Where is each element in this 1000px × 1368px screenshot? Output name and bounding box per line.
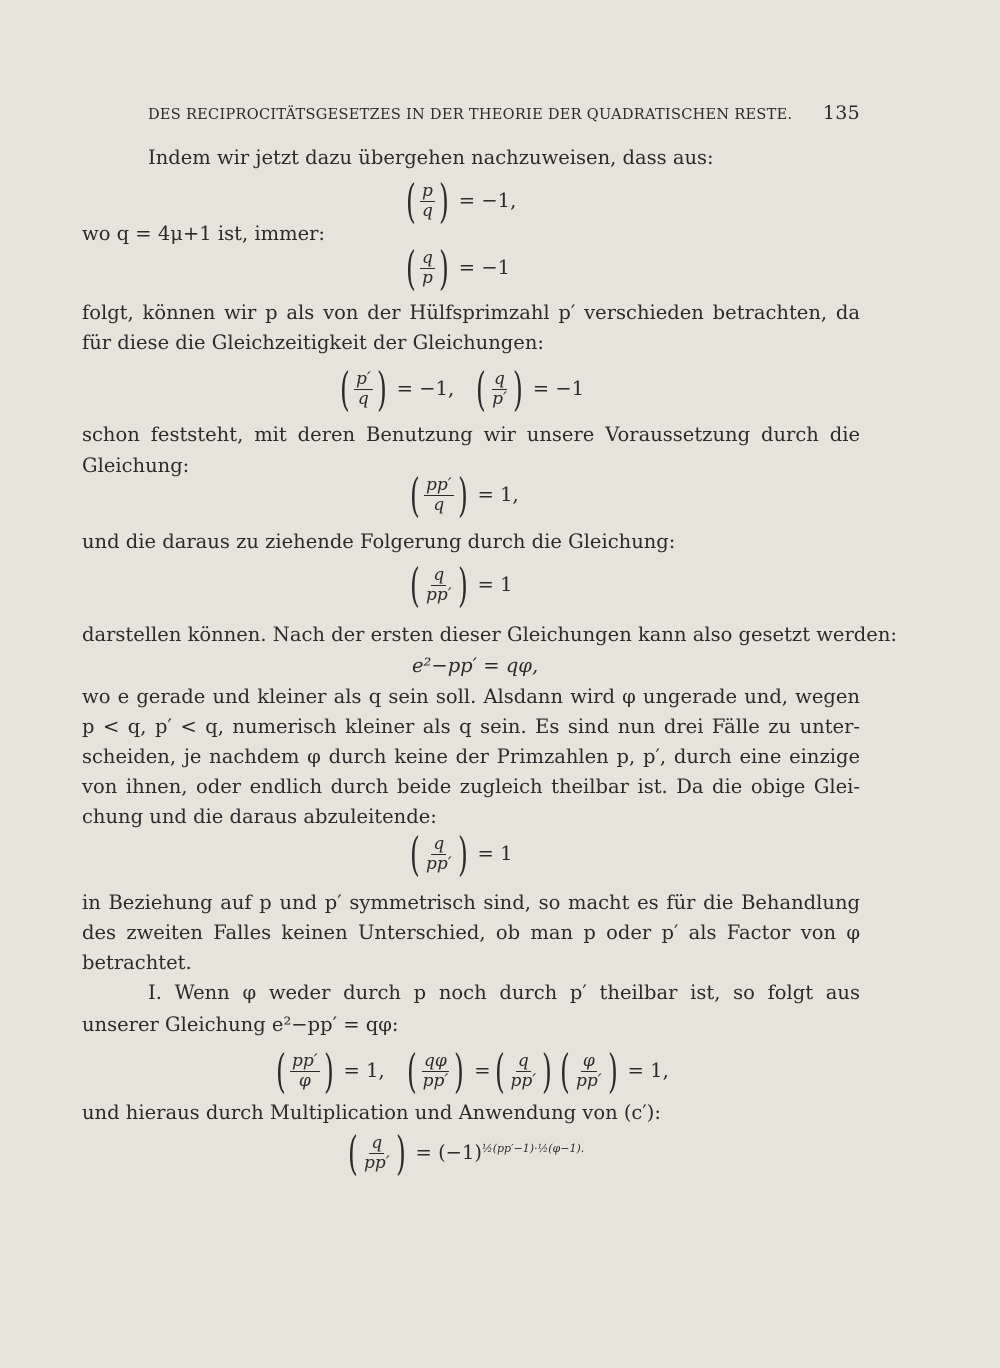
text-line-16: betrachtet. bbox=[82, 951, 192, 974]
text-line-9: wo e gerade und kleiner als q sein soll. Alsdann wird φ ungerade und, wegen bbox=[82, 685, 860, 708]
equation-2: ( $\frac{q}{p}$ ) = −1 bbox=[406, 241, 511, 295]
equation-7: ( $\frac{q}{pp'}$ ) = 1 bbox=[410, 827, 513, 881]
text-line-13: chung und die daraus abzuleitende: bbox=[82, 805, 437, 828]
equation-4: ( $\frac{pp'}{q}$ ) = 1, bbox=[410, 468, 519, 522]
text-line-11: scheiden, je nachdem φ durch keine der Primzahlen p, p′, durch eine einzige bbox=[82, 745, 860, 768]
text-line-8: darstellen können. Nach der ersten dieser Gleichungen kann also gesetzt werden: bbox=[82, 623, 897, 646]
text-line-18: unserer Gleichung e²−pp′ = qφ: bbox=[82, 1013, 399, 1036]
equation-1: ( $\frac{p}{q}$ ) = −1, bbox=[406, 174, 517, 228]
text-line-14: in Beziehung auf p und p′ symmetrisch sind, so macht es für die Behandlung bbox=[82, 891, 860, 914]
text-line-15: des zweiten Falles keinen Unterschied, ob man p oder p′ als Factor von φ bbox=[82, 921, 860, 944]
text-line-10: p < q, p′ < q, numerisch kleiner als q sein. Es sind nun drei Fälle zu unter- bbox=[82, 715, 860, 738]
text-line-1: Indem wir jetzt dazu übergehen nachzuweisen, dass aus: bbox=[148, 146, 714, 169]
text-line-4: für diese die Gleichzeitigkeit der Gleichungen: bbox=[82, 331, 544, 354]
equation-5: ( $\frac{q}{pp'}$ ) = 1 bbox=[410, 558, 513, 612]
running-title: DES RECIPROCITÄTSGESETZES IN DER THEORIE DER QUADRATISCHEN RESTE. bbox=[148, 107, 793, 123]
page-number: 135 bbox=[822, 102, 860, 124]
equation-8: ( $\frac{pp'}{\varphi}$ ) = 1, ( $\frac{q\varphi}{pp'}$ ) = ( $\frac{q}{pp'}$ ) ( $\frac{\varphi}{pp'}$ ) = 1, bbox=[276, 1044, 669, 1098]
text-line-19: und hieraus durch Multiplication und Anwendung von (c′): bbox=[82, 1101, 661, 1124]
equation-9: ( $\frac{q}{pp'}$ ) = (−1) $^{\frac{1}{2}(pp'-1)\cdot\frac{1}{2}(\varphi-1).}$ bbox=[348, 1126, 585, 1180]
text-line-5: schon feststeht, mit deren Benutzung wir unsere Voraussetzung durch die bbox=[82, 423, 860, 446]
text-line-3: folgt, können wir p als von der Hülfsprimzahl p′ verschieden betrachten, da bbox=[82, 301, 860, 324]
text-line-6: Gleichung: bbox=[82, 454, 190, 477]
text-line-12: von ihnen, oder endlich durch beide zugleich theilbar ist. Da die obige Glei- bbox=[82, 775, 860, 798]
text-line-7: und die daraus zu ziehende Folgerung durch die Gleichung: bbox=[82, 530, 676, 553]
equation-3: ( $\frac{p'}{q}$ ) = −1, ( $\frac{q}{p'}$ ) = −1 bbox=[340, 362, 585, 416]
text-line-2: wo q = 4μ+1 ist, immer: bbox=[82, 222, 325, 245]
text-line-17: I. Wenn φ weder durch p noch durch p′ theilbar ist, so folgt aus bbox=[148, 981, 860, 1004]
running-head bbox=[148, 102, 860, 124]
equation-6: e²−pp′ = qφ, bbox=[412, 654, 539, 677]
